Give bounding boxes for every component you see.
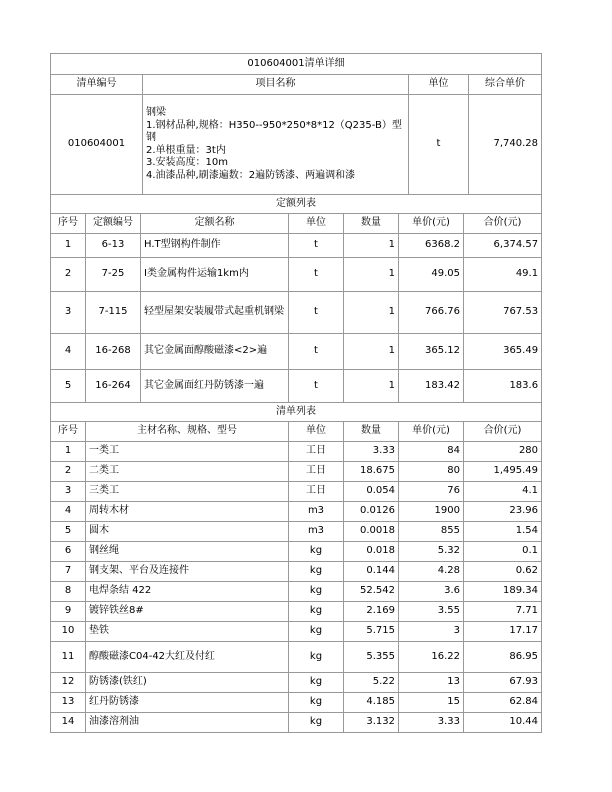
material-header-total: 合价(元) [464,422,542,442]
header-item-name: 项目名称 [143,75,409,95]
material-unit: m3 [289,502,344,522]
quota-total: 365.49 [464,334,542,370]
material-quantity: 0.144 [344,562,399,582]
material-index: 8 [51,582,86,602]
quota-header-unit: 单位 [289,214,344,234]
material-quantity: 4.185 [344,693,399,713]
quota-header-name: 定额名称 [141,214,289,234]
quota-total: 6,374.57 [464,234,542,258]
quota-name: H.T型钢构件制作 [141,234,289,258]
material-unit-price: 4.28 [399,562,464,582]
material-name: 镀锌铁丝8# [86,602,289,622]
material-section-title: 清单列表 [51,403,542,422]
material-unit: 工日 [289,482,344,502]
material-quantity: 0.054 [344,482,399,502]
material-total: 4.1 [464,482,542,502]
table-row [51,582,542,602]
table-row [51,258,542,292]
material-name: 红丹防锈漆 [86,693,289,713]
material-unit-price: 13 [399,673,464,693]
table-row [51,370,542,403]
quota-table [50,194,542,403]
material-index: 2 [51,462,86,482]
quota-code: 16-264 [86,370,141,403]
material-unit-price: 76 [399,482,464,502]
material-unit-price: 84 [399,442,464,462]
quota-header-index: 序号 [51,214,86,234]
table-row [51,292,542,334]
material-quantity: 5.355 [344,642,399,673]
material-total: 280 [464,442,542,462]
quota-index: 2 [51,258,86,292]
material-unit-price: 16.22 [399,642,464,673]
material-index: 6 [51,542,86,562]
material-name: 一类工 [86,442,289,462]
bill-item-description [143,95,409,195]
material-quantity: 3.33 [344,442,399,462]
material-total: 17.17 [464,622,542,642]
quota-quantity: 1 [344,334,399,370]
material-total: 62.84 [464,693,542,713]
material-table [50,402,542,733]
material-index: 4 [51,502,86,522]
material-index: 12 [51,673,86,693]
quota-total: 767.53 [464,292,542,334]
quota-code: 6-13 [86,234,141,258]
material-unit: kg [289,693,344,713]
material-name: 钢丝绳 [86,542,289,562]
material-index: 14 [51,713,86,733]
quota-quantity: 1 [344,292,399,334]
quota-unit: t [289,370,344,403]
table-row [51,502,542,522]
material-unit: kg [289,602,344,622]
material-quantity: 0.0126 [344,502,399,522]
material-total: 23.96 [464,502,542,522]
material-quantity: 3.132 [344,713,399,733]
quota-code: 16-268 [86,334,141,370]
material-index: 5 [51,522,86,542]
material-total: 10.44 [464,713,542,733]
material-unit: kg [289,562,344,582]
header-unit-price: 综合单价 [469,75,542,95]
table-row [51,622,542,642]
material-unit: kg [289,642,344,673]
quota-name: Ⅰ类金属构件运输1km内 [141,258,289,292]
material-total: 7.71 [464,602,542,622]
material-header-index: 序号 [51,422,86,442]
material-name: 油漆溶剂油 [86,713,289,733]
material-unit-price: 855 [399,522,464,542]
table-row [51,234,542,258]
material-unit: kg [289,673,344,693]
quota-code: 7-25 [86,258,141,292]
description-line: 1.钢材品种,规格：H350--950*250*8*12（Q235-B）型钢 [146,119,402,143]
table-row [51,522,542,542]
material-name: 防锈漆(铁红) [86,673,289,693]
material-name: 电焊条结 422 [86,582,289,602]
material-total: 67.93 [464,673,542,693]
material-quantity: 2.169 [344,602,399,622]
quota-index: 5 [51,370,86,403]
material-total: 189.34 [464,582,542,602]
table-row [51,693,542,713]
quota-quantity: 1 [344,234,399,258]
table-row [51,602,542,622]
material-header-quantity: 数量 [344,422,399,442]
material-quantity: 18.675 [344,462,399,482]
material-index: 13 [51,693,86,713]
material-unit-price: 3.55 [399,602,464,622]
material-quantity: 0.018 [344,542,399,562]
table-row [51,334,542,370]
description-line: 钢梁 [146,107,166,118]
material-name: 周转木材 [86,502,289,522]
table-row [51,642,542,673]
material-unit: kg [289,622,344,642]
quota-unit-price: 365.12 [399,334,464,370]
header-unit: 单位 [409,75,469,95]
quota-unit-price: 6368.2 [399,234,464,258]
material-unit-price: 3 [399,622,464,642]
quota-unit: t [289,234,344,258]
material-total: 0.1 [464,542,542,562]
material-index: 1 [51,442,86,462]
table-row [51,542,542,562]
quota-index: 4 [51,334,86,370]
material-name: 二类工 [86,462,289,482]
quota-quantity: 1 [344,370,399,403]
sheet-title: 010604001清单详细 [51,54,542,75]
material-unit: m3 [289,522,344,542]
bill-summary-table [50,53,542,195]
description-line: 3.安装高度：10m [146,157,229,168]
bill-unit-price: 7,740.28 [469,95,542,195]
quota-total: 183.6 [464,370,542,403]
material-name: 垫铁 [86,622,289,642]
quota-index: 1 [51,234,86,258]
material-name: 三类工 [86,482,289,502]
material-index: 7 [51,562,86,582]
material-unit: kg [289,542,344,562]
quota-unit-price: 49.05 [399,258,464,292]
table-row [51,462,542,482]
material-header-unit: 单位 [289,422,344,442]
bill-unit: t [409,95,469,195]
material-name: 钢支架、平台及连接件 [86,562,289,582]
quota-unit: t [289,334,344,370]
quota-header-unit-price: 单价(元) [399,214,464,234]
quota-name: 其它金属面醇酸磁漆<2>遍 [141,334,289,370]
material-unit-price: 5.32 [399,542,464,562]
quota-index: 3 [51,292,86,334]
material-name: 圆木 [86,522,289,542]
material-unit: 工日 [289,462,344,482]
material-header-name: 主材名称、规格、型号 [86,422,289,442]
material-index: 3 [51,482,86,502]
material-unit-price: 3.6 [399,582,464,602]
material-index: 11 [51,642,86,673]
material-unit: kg [289,713,344,733]
material-total: 86.95 [464,642,542,673]
material-quantity: 5.715 [344,622,399,642]
table-row [51,713,542,733]
material-total: 0.62 [464,562,542,582]
quota-header-code: 定额编号 [86,214,141,234]
quota-name: 其它金属面红丹防锈漆一遍 [141,370,289,403]
material-quantity: 0.0018 [344,522,399,542]
quota-unit: t [289,292,344,334]
bill-code: 010604001 [51,95,143,195]
quota-header-total: 合价(元) [464,214,542,234]
description-line: 4.油漆品种,刷漆遍数：2遍防锈漆、两遍调和漆 [146,169,356,181]
material-unit-price: 1900 [399,502,464,522]
material-unit: 工日 [289,442,344,462]
table-row [51,562,542,582]
material-total: 1,495.49 [464,462,542,482]
quota-code: 7-115 [86,292,141,334]
material-name: 醇酸磁漆C04-42大红及付红 [86,642,289,673]
quota-quantity: 1 [344,258,399,292]
table-row [51,482,542,502]
table-row [51,673,542,693]
material-unit-price: 3.33 [399,713,464,733]
quota-total: 49.1 [464,258,542,292]
quota-name: 轻型屋架安装履带式起重机钢梁 [141,292,289,334]
material-unit: kg [289,582,344,602]
material-header-unit-price: 单价(元) [399,422,464,442]
quota-unit-price: 766.76 [399,292,464,334]
material-unit-price: 15 [399,693,464,713]
material-total: 1.54 [464,522,542,542]
material-index: 9 [51,602,86,622]
quota-unit-price: 183.42 [399,370,464,403]
table-row [51,442,542,462]
quota-unit: t [289,258,344,292]
material-unit-price: 80 [399,462,464,482]
material-quantity: 5.22 [344,673,399,693]
material-quantity: 52.542 [344,582,399,602]
quota-section-title: 定额列表 [51,195,542,214]
description-line: 2.单根重量：3t内 [146,144,226,156]
quota-header-quantity: 数量 [344,214,399,234]
material-index: 10 [51,622,86,642]
header-bill-code: 清单编号 [51,75,143,95]
